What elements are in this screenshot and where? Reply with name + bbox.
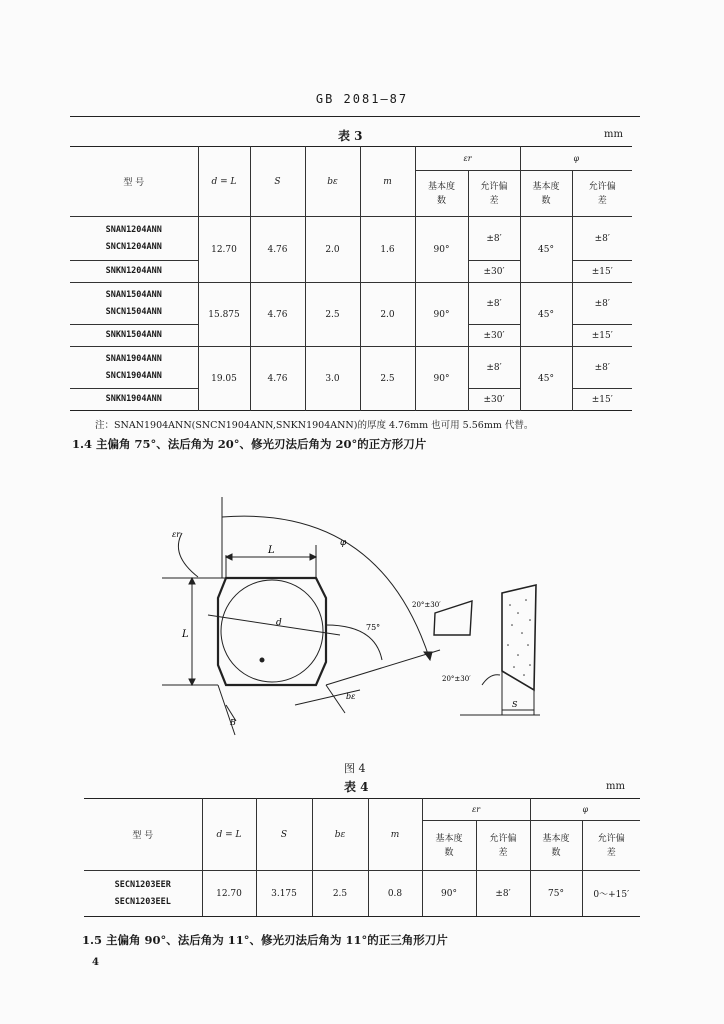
label-d: d <box>276 618 282 628</box>
t3-g1-eps-tol2: ±30′ <box>468 261 520 283</box>
label-angle-2: 20°±30′ <box>442 675 471 683</box>
label-75: 75° <box>366 623 381 632</box>
table-row: SNKN1904ANN ±30′ ±15′ <box>70 389 632 411</box>
t3-g3-phi-tol2: ±15′ <box>572 389 632 411</box>
eps-arc <box>178 533 198 577</box>
t3-g2-eps-tol1: ±8′ <box>468 283 520 325</box>
label-L-top: L <box>268 545 275 556</box>
t4-head-m: m <box>390 829 400 840</box>
page-number: 4 <box>92 957 99 968</box>
t3-head-eps: εr <box>415 147 520 171</box>
table-row: SNKN1504ANN ±30′ ±15′ <box>70 325 632 347</box>
table3-note: 注：SNAN1904ANN(SNCN1904ANN,SNKN1904ANN)的厚度 4.76mm 也可用 5.56mm 代替。 <box>95 420 534 431</box>
t3-head-phi: φ <box>520 147 632 171</box>
t3-g2-m: 2.0 <box>360 283 415 347</box>
t3-g1-phi-tol2: ±15′ <box>572 261 632 283</box>
insert-outline <box>218 578 326 685</box>
table3 <box>70 146 632 411</box>
label-b: bε <box>346 692 356 701</box>
t3-sub-tol-2: 允许偏差 <box>588 181 616 206</box>
t3-g2-phi: 45° <box>520 283 572 347</box>
t4-eps: 90° <box>422 871 476 917</box>
t3-g2-d: 15.875 <box>198 283 250 347</box>
label-angle-1: 20°±30′ <box>412 601 441 609</box>
inscribed-circle <box>221 580 323 682</box>
t3-g3-eps-tol1: ±8′ <box>468 347 520 389</box>
table3-unit: mm <box>604 129 623 140</box>
table-row: SNAN1904ANN SNCN1904ANN 19.05 4.76 3.0 2.5 90° ±8′ 45° ±8′ <box>70 347 632 389</box>
t3-g2-phi-tol2: ±15′ <box>572 325 632 347</box>
ref-line-75 <box>326 650 440 685</box>
table-row: SNAN1204ANN SNCN1204ANN 12.70 4.76 2.0 1.6 90° ±8′ 45° ±8′ <box>70 217 632 261</box>
t3-g1-phi: 45° <box>520 217 572 283</box>
t3-g3-s: 4.76 <box>250 347 305 411</box>
t4-s: 3.175 <box>256 871 312 917</box>
header-rule <box>70 116 640 117</box>
t3-g3-phi-tol1: ±8′ <box>572 347 632 389</box>
t3-g1-b: 2.0 <box>305 217 360 283</box>
t3-g3-eps-tol2: ±30′ <box>468 389 520 411</box>
label-eps: εr <box>172 530 181 539</box>
t3-g3-b: 3.0 <box>305 347 360 411</box>
t4-sub-basic-2: 基本度数 <box>542 833 570 858</box>
t3-g2-phi-tol1: ±8′ <box>572 283 632 325</box>
table4-caption: 表 4 <box>344 780 369 794</box>
t3-sub-tol-1: 允许偏差 <box>480 181 508 206</box>
section-1-5: 1.5 主偏角 90°、法后角为 11°、修光刃法后角为 11°的正三角形刀片 <box>82 933 448 947</box>
t4-sub-tol-2: 允许偏差 <box>597 833 625 858</box>
label-S: S <box>512 700 518 709</box>
document-header: GB 2081—87 <box>315 92 409 106</box>
t4-phi-tol: 0～+15′ <box>582 871 640 917</box>
t3-g1-eps: 90° <box>415 217 468 283</box>
t3-g1-m: 1.6 <box>360 217 415 283</box>
t3-g1-eps-tol1: ±8′ <box>468 217 520 261</box>
t4-sub-basic-1: 基本度数 <box>435 833 463 858</box>
t4-phi: 75° <box>530 871 582 917</box>
t3-g3-eps: 90° <box>415 347 468 411</box>
t4-head-s: S <box>280 829 288 840</box>
t3-g1-phi-tol1: ±8′ <box>572 217 632 261</box>
t4-d: 12.70 <box>202 871 256 917</box>
t3-g3-phi: 45° <box>520 347 572 411</box>
t3-head-m: m <box>360 147 415 217</box>
center-dot <box>260 658 264 662</box>
t4-head-b: bε <box>334 829 346 840</box>
t3-g1-d: 12.70 <box>198 217 250 283</box>
table-row: SNKN1204ANN ±30′ ±15′ <box>70 261 632 283</box>
t4-eps-tol: ±8′ <box>476 871 530 917</box>
table-row: SNAN1504ANN SNCN1504ANN 15.875 4.76 2.5 2.0 90° ±8′ 45° ±8′ <box>70 283 632 325</box>
label-L-side: L <box>182 629 189 640</box>
t3-sub-basic-1: 基本度数 <box>427 181 455 206</box>
t3-head-d: d = L <box>198 147 250 217</box>
t3-g2-s: 4.76 <box>250 283 305 347</box>
t3-g1-s: 4.76 <box>250 217 305 283</box>
t3-g2-eps-tol2: ±30′ <box>468 325 520 347</box>
t4-head-d: d = L <box>216 829 242 840</box>
figure-4-drawing <box>150 485 550 745</box>
diameter-line <box>208 615 340 635</box>
t4-head-phi: φ <box>582 805 589 814</box>
label-B: B <box>230 718 236 727</box>
t4-sub-tol-1: 允许偏差 <box>489 833 517 858</box>
t4-b: 2.5 <box>312 871 368 917</box>
t3-g3-d: 19.05 <box>198 347 250 411</box>
label-phi: φ <box>340 538 347 548</box>
t3-g2-b: 2.5 <box>305 283 360 347</box>
t3-head-model: 型 号 <box>70 147 198 217</box>
side-view <box>502 585 536 690</box>
t3-g2-eps: 90° <box>415 283 468 347</box>
t4-head-eps: εr <box>471 805 481 814</box>
t3-g3-m: 2.5 <box>360 347 415 411</box>
table4 <box>84 798 640 917</box>
t3-head-b: bε <box>305 147 360 217</box>
figure-caption: 图 4 <box>344 762 366 775</box>
table4-unit: mm <box>606 781 625 792</box>
t4-m: 0.8 <box>368 871 422 917</box>
t3-head-s: S <box>250 147 305 217</box>
table-row: SECN1203EER SECN1203EEL 12.70 3.175 2.5 0.8 90° ±8′ 75° 0～+15′ <box>84 871 640 917</box>
t4-head-model: 型 号 <box>132 831 154 841</box>
section-1-4: 1.4 主偏角 75°、法后角为 20°、修光刃法后角为 20°的正方形刀片 <box>72 437 427 451</box>
table3-caption: 表 3 <box>338 129 363 143</box>
t3-sub-basic-2: 基本度数 <box>532 181 560 206</box>
